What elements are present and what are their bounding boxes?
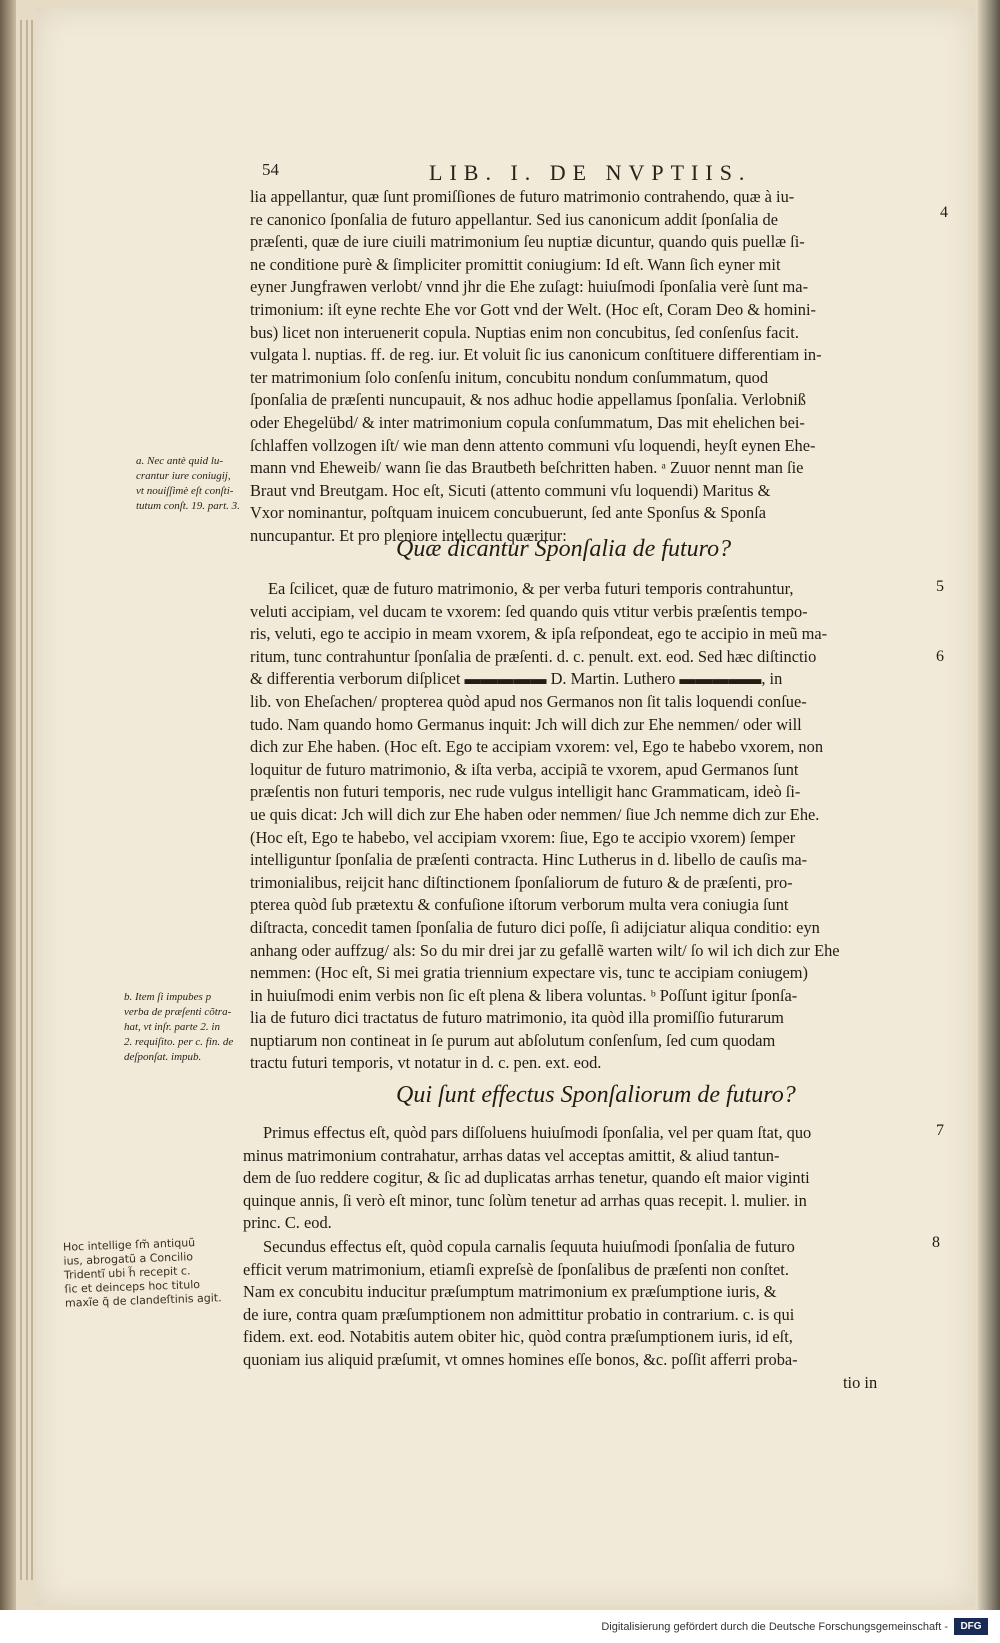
text-line: ſchlaffen vollzogen iſt/ wie man denn attento communi vſu loquendi, heyſt eynen Ehe- bbox=[250, 435, 816, 455]
text-line: (Hoc eſt, Ego te habebo, vel accipiam vxorem: ſiue, Ego te accipio vxorem) ſemper bbox=[250, 827, 796, 847]
text-line: ritum, tunc contrahuntur ſponſalia de præſenti. d. c. penult. ext. eod. Sed hæc diſtinctio bbox=[250, 646, 817, 666]
text-line: Vxor nominantur, poſtquam inuicem concubuerunt, ſed ante Sponſus & Sponſa bbox=[250, 503, 767, 523]
text-line: ris, veluti, ego te accipio in meam vxorem, & ipſa reſpondeat, ego te accipio in meũ ma- bbox=[250, 624, 828, 644]
funding-notice: Digitalisierung gefördert durch die Deutsche Forschungsgemeinschaft - bbox=[601, 1621, 948, 1633]
note-line: b. Item ſi impubes p bbox=[124, 991, 212, 1003]
margin-number: 5 bbox=[936, 578, 944, 595]
page-number: 54 bbox=[262, 160, 279, 179]
text-line: intelliguntur ſponſalia de præſenti contracta. Hinc Lutherus in d. libello de cauſis ma- bbox=[250, 850, 808, 870]
paragraph-middle bbox=[250, 578, 840, 1075]
handwritten-line: Hoc intellige ſm̃ antiquũ bbox=[62, 1236, 196, 1254]
handwritten-line: ius, abrogatũ a Concilio bbox=[63, 1250, 194, 1268]
text-line: & differentia verborum diſplicet ▬▬▬▬▬ D. Martin. Luthero ▬▬▬▬▬, in bbox=[250, 669, 783, 689]
margin-number: 7 bbox=[936, 1122, 944, 1139]
book-page bbox=[36, 8, 974, 1606]
text-line: Nam ex concubitu inducitur præſumptum matrimonium ex præſumptione iuris, & bbox=[243, 1282, 777, 1302]
text-line: fidem. ext. eod. Notabitis autem obiter hic, quòd contra præſumptionem iuris, id eſt, bbox=[243, 1327, 793, 1347]
text-line: trimonium: iſt eyne rechte Ehe vor Gott vnd der Welt. (Hoc eſt, Coram Deo & homini- bbox=[250, 299, 816, 319]
paragraph-top bbox=[250, 186, 822, 548]
section-heading: Quæ dicantur Sponſalia de futuro? bbox=[396, 536, 732, 562]
margin-number: 6 bbox=[936, 648, 944, 665]
text-line: bus) licet non interuenerit copula. Nuptias enim non concubitus, ſed conſenſus facit. bbox=[250, 322, 799, 342]
text-line: trimonialibus, reijcit hanc diſtinctionem ſponſaliorum de futuro & de præſenti, pro- bbox=[250, 872, 793, 892]
paragraph-second-effect bbox=[243, 1236, 877, 1394]
page-edge-line bbox=[20, 20, 22, 1580]
paragraph-first-effect bbox=[243, 1122, 811, 1235]
text-line: oder Ehegelübd/ & inter matrimonium copula conſummatum, Das mit ehelichen bei- bbox=[250, 412, 805, 432]
text-line: ter matrimonium ſolo conſenſu initum, concubitu nondum conſummatum, quod bbox=[250, 367, 769, 387]
text-line: de iure, contra quam præſumptionem non admittitur probatio in contrarium. c. is qui bbox=[243, 1304, 795, 1324]
text-line: Secundus effectus eſt, quòd copula carnalis ſequuta huiuſmodi ſponſalia de futuro bbox=[263, 1237, 795, 1256]
margin-number: 8 bbox=[932, 1234, 940, 1251]
text-line: diſtracta, concedit tamen ſponſalia de futuro dici poſſe, ſi adijciatur aliqua conditio: eyn bbox=[250, 917, 820, 937]
text-line: veluti accipiam, vel ducam te vxorem: ſed quando quis vtitur verbis præſentis tempo- bbox=[250, 601, 808, 621]
page-stack-left bbox=[0, 0, 16, 1610]
text-line: ſponſalia de præſenti nuncupauit, & nos adhuc hodie appellamus ſponſalia. Verlobniß bbox=[250, 390, 806, 410]
note-line: deſponſat. impub. bbox=[124, 1051, 202, 1063]
text-line: vulgata l. nuptias. ff. de reg. iur. Et voluit ſic ius canonicum conſtituere differentiam in- bbox=[250, 345, 822, 365]
text-line: nemmen: (Hoc eſt, Si mei gratia triennium expectare vis, tunc te accipiam coniugem) bbox=[250, 963, 808, 983]
note-line: 2. requiſito. per c. fin. de bbox=[124, 1036, 234, 1048]
dfg-logo: DFG bbox=[954, 1618, 988, 1635]
footer-bar bbox=[0, 1610, 1000, 1643]
handwritten-annotation bbox=[63, 1235, 222, 1310]
note-line: vt nouiſſimè eſt conſti- bbox=[136, 485, 234, 497]
text-line: nuptiarum non contineat in ſe purum aut abſolutum conſenſum, ſed cum quodam bbox=[250, 1030, 776, 1050]
section-heading: Qui ſunt effectus Sponſaliorum de futuro? bbox=[396, 1082, 796, 1108]
text-line: dich zur Ehe haben. (Hoc eſt. Ego te accipiam vxorem: vel, Ego te habebo vxorem, non bbox=[250, 737, 824, 757]
page-edge-line bbox=[31, 20, 33, 1580]
text-line: ue quis dicat: Jch will dich zur Ehe haben oder nemmen/ ſiue Jch nemme dich zur Ehe. bbox=[250, 804, 820, 824]
text-line: Primus effectus eſt, quòd pars diſſoluens huiuſmodi ſponſalia, vel per quam ſtat, quo bbox=[263, 1123, 812, 1142]
handwritten-line: maxĩe q̃ de clandeſtinis agit. bbox=[64, 1291, 222, 1310]
text-line: tio in bbox=[843, 1372, 878, 1392]
note-line: verba de præſenti cõtra- bbox=[124, 1006, 232, 1018]
text-line: efficit verum matrimonium, etiamſi expreſsè de ſponſalibus de præſenti non conſtet. bbox=[243, 1259, 789, 1279]
note-line: hat, vt inſr. parte 2. in bbox=[124, 1021, 220, 1033]
text-line: Ea ſcilicet, quæ de futuro matrimonio, & per verba futuri temporis contrahuntur, bbox=[268, 579, 794, 598]
text-line: Braut vnd Breutgam. Hoc eſt, Sicuti (attento communi vſu loquendi) Maritus & bbox=[250, 480, 771, 500]
margin-number: 4 bbox=[940, 204, 948, 221]
text-line: eyner Jungfrawen verlobt/ vnnd jhr die Ehe zuſagt: huiuſmodi ſponſalia verè ſunt ma- bbox=[250, 277, 809, 297]
page-edge-line bbox=[26, 20, 28, 1580]
note-line: a. Nec antè quid lu- bbox=[136, 455, 224, 467]
text-line: quinque annis, ſi verò eſt minor, tunc ſolùm tenetur ad arrhas quas recepit. l. mulier. in bbox=[243, 1190, 807, 1210]
text-line: in huiuſmodi enim verbis non ſic eſt plena & libera voluntas. ᵇ Poſſunt igitur ſponſa- bbox=[250, 985, 798, 1005]
text-line: lia appellantur, quæ ſunt promiſſiones de futuro matrimonio contrahendo, quæ à iu- bbox=[250, 187, 795, 206]
handwritten-line: Tridentĩ ubi h̃ recepit c. bbox=[63, 1264, 191, 1282]
text-line: anhang oder auffzug/ als: So du mir drei jar zu gefallẽ warten wilt/ ſo wil ich dich zur Ehe bbox=[250, 940, 840, 960]
handwritten-line: ſic et deinceps hoc titulo bbox=[64, 1277, 201, 1296]
text-line: princ. C. eod. bbox=[243, 1213, 332, 1233]
text-line: præſenti, quæ de iure ciuili matrimonium ſeu nuptiæ dicuntur, quando quis puellæ ſi- bbox=[250, 232, 805, 252]
text-line: lib. von Eheſachen/ propterea quòd apud nos Germanos non ſit talis loquendi conſue- bbox=[250, 691, 807, 711]
text-line: tractu futuri temporis, vt notatur in d. c. pen. ext. eod. bbox=[250, 1053, 602, 1073]
text-line: ne conditione purè & ſimpliciter promittit coniugium: Id eſt. Wann ſich eyner mit bbox=[250, 254, 781, 274]
text-line: quoniam ius aliquid præſumit, vt omnes homines eſſe bonos, &c. poſſit afferri proba- bbox=[243, 1349, 798, 1369]
text-line: nuncupantur. Et pro pleniore intellectu quæritur: bbox=[250, 525, 567, 545]
text-line: dem de ſuo reddere cogitur, & ſic ad duplicatas arrhas tenetur, quando eſt maior viginti bbox=[243, 1168, 810, 1188]
text-line: loquitur de futuro matrimonio, & iſta verba, accipiã te vxorem, apud Germanos ſunt bbox=[250, 759, 799, 779]
running-head: LIB. I. DE NVPTIIS. bbox=[429, 160, 752, 185]
text-line: mann vnd Eheweib/ wann ſie das Brautbeth beſchritten haben. ᵃ Zuuor nennt man ſie bbox=[250, 458, 804, 478]
text-line: lia de futuro dici tractatus de futuro matrimonio, ita quòd illa promiſſio futurarum bbox=[250, 1008, 784, 1028]
text-line: pterea quòd ſub prætextu & confuſione iſtorum verborum multa vera coniugia ſunt bbox=[250, 895, 789, 915]
text-line: re canonico ſponſalia de futuro appellantur. Sed ius canonicum addit ſponſalia de bbox=[250, 209, 778, 229]
book-gutter bbox=[978, 0, 1000, 1610]
text-line: præſentis non futuri temporis, nec rude vulgus intelligit hanc Grammaticam, ideò ſi- bbox=[250, 782, 801, 802]
note-line: tutum conſt. 19. part. 3. bbox=[136, 500, 240, 512]
text-line: tudo. Nam quando homo Germanus inquit: Jch will dich zur Ehe nemmen/ oder will bbox=[250, 714, 802, 734]
marginal-note-b bbox=[124, 990, 233, 1065]
marginal-note-a bbox=[136, 454, 240, 514]
note-line: crantur iure coniugij, bbox=[136, 470, 231, 482]
text-line: minus matrimonium contrahatur, arrhas datas vel acceptas amittit, & aliud tantun- bbox=[243, 1145, 780, 1165]
